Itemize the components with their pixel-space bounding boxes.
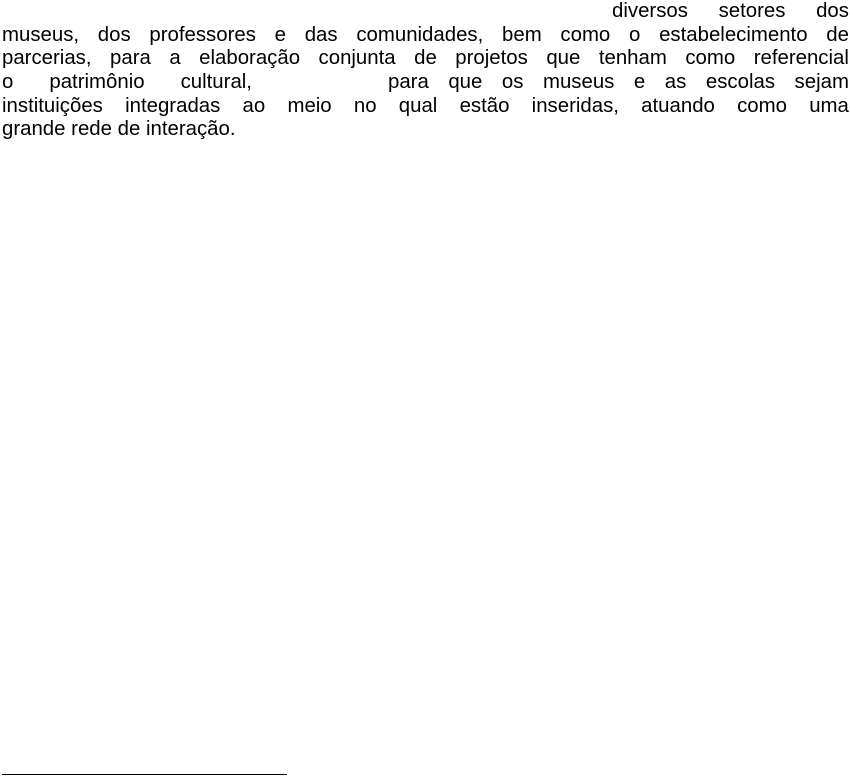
word: diversos xyxy=(612,0,688,22)
word: a xyxy=(169,47,181,70)
word: elaboração xyxy=(199,47,301,70)
word: o xyxy=(629,23,641,46)
word: como xyxy=(685,47,736,70)
word: cultural, xyxy=(180,71,252,94)
word: dos xyxy=(97,23,131,46)
word: comunidades, xyxy=(356,23,484,46)
word: estão xyxy=(459,94,510,117)
word: dos xyxy=(816,0,849,22)
word: ao xyxy=(242,94,266,117)
word: sejam xyxy=(794,71,849,94)
footnote-separator xyxy=(2,774,287,775)
word: conjunta xyxy=(318,47,396,70)
word: museus xyxy=(542,71,615,94)
word: parcerias, xyxy=(2,47,92,70)
word: patrimônio xyxy=(49,71,145,94)
word: e xyxy=(274,23,286,46)
word: no xyxy=(353,94,377,117)
text-line-4 xyxy=(2,71,849,95)
word: para xyxy=(388,71,429,94)
word: que xyxy=(448,71,483,94)
word: meio xyxy=(287,94,332,117)
word: escolas xyxy=(705,71,776,94)
word: atuando xyxy=(641,94,715,117)
word: de xyxy=(826,23,849,46)
word: estabelecimento xyxy=(659,23,808,46)
word: das xyxy=(304,23,338,46)
word: de xyxy=(414,47,437,70)
word: as xyxy=(664,71,687,94)
word: integradas xyxy=(125,94,221,117)
text-line-3 xyxy=(2,47,849,71)
last-line-text: grande rede de interação. xyxy=(2,118,236,141)
word: qual xyxy=(398,94,438,117)
word: uma xyxy=(809,94,849,117)
word: setores xyxy=(718,0,786,22)
word: bem xyxy=(502,23,542,46)
word: museus, xyxy=(2,23,80,46)
text-line-1 xyxy=(2,0,849,24)
word: e xyxy=(633,71,646,94)
word: que xyxy=(546,47,581,70)
text-line-6 xyxy=(2,118,849,142)
body-paragraph xyxy=(2,0,849,142)
word: referencial xyxy=(753,47,849,70)
word: professores xyxy=(149,23,256,46)
word: para xyxy=(110,47,151,70)
word: os xyxy=(501,71,524,94)
text-line-5 xyxy=(2,95,849,119)
word: tenham xyxy=(598,47,667,70)
word: como xyxy=(737,94,787,117)
word: como xyxy=(560,23,611,46)
word: projetos xyxy=(455,47,528,70)
word: o xyxy=(2,71,14,94)
word: instituições xyxy=(2,94,103,117)
word: inseridas, xyxy=(531,94,619,117)
text-line-2 xyxy=(2,24,849,48)
